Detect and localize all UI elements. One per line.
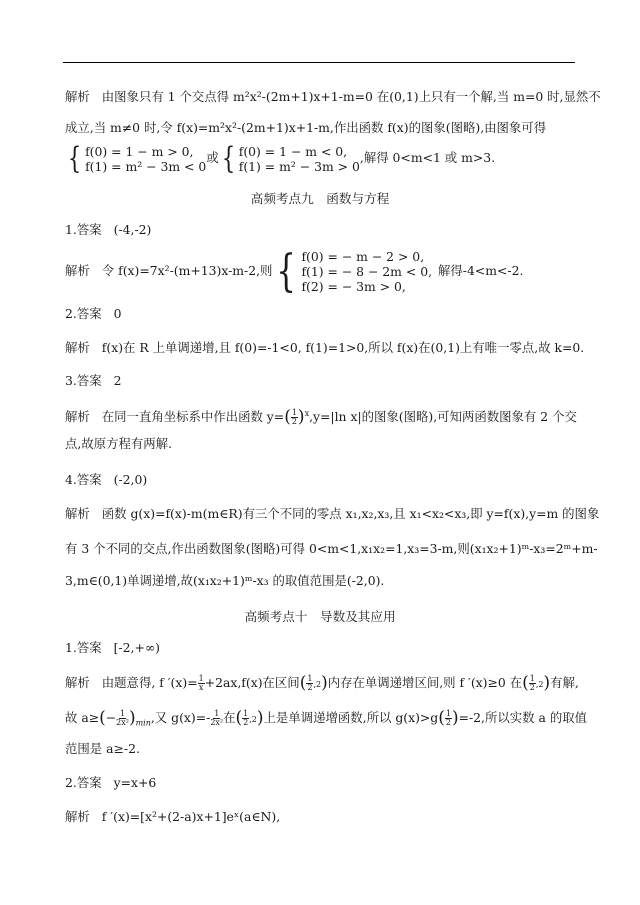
q3-analysis-line-2: 点,故原方程有两解. [65,436,173,451]
intro-line-1: 解析 由图象只有 1 个交点得 m²x²-(2m+1)x+1-m=0 在(0,1)上只有一个解,当 m=0 时,显然不 [65,89,601,104]
q2-answer: 2.答案 0 [65,306,122,321]
intro-system-line: { f(0) = 1 − m > 0, f(1) = m² − 3m < 0 或{ f(0) = 1 − m < 0, f(1) = m² − 3m > 0 ,解得 0<m<1 或 m>3. [67,140,496,176]
q5-analysis-line-3: 范围是 a≥-2. [65,741,140,756]
q4-analysis-line-3: 3,m∈(0,1)单调递增,故(x₁x₂+1)ᵐ-x₃ 的取值范围是(-2,0). [65,573,385,588]
q3-answer: 3.答案 2 [65,373,122,388]
analysis-label: 解析 [65,89,90,104]
system-b: f(0) = 1 − m < 0, f(1) = m² − 3m > 0 [238,143,360,174]
q5-analysis-line-2: 故 a≥(− $\frac{1}{\text{2x²}}$ )$_{min}$,又 g(x)=- $\frac{1}{\text{2x²}}$ 在( $\frac{1}{2}$ ,2)上是单调递增函数,所以 g(x)>g( $\frac{1}{2}$ )=-2,所以实数 a 的取值 [65,708,587,728]
q4-analysis-line-2: 有 3 个不同的交点,作出函数图象(图略)可得 0<m<1,x₁x₂=1,x₃=3-m,则(x₁x₂+1)ᵐ-x₃=2ᵐ+m- [65,541,598,556]
q5-answer: 1.答案 [-2,+∞) [65,640,160,655]
system-a: f(0) = 1 − m > 0, f(1) = m² − 3m < 0 [85,143,207,174]
intro-line-2: 成立,当 m≠0 时,令 f(x)=m²x²-(2m+1)x+1-m,作出函数 f(x)的图象(图略),由图象可得 [65,120,547,135]
q5-analysis-line-1: 解析 由题意得, f ′(x)= $\frac{1}{x}$ +2ax,f(x)在区间( $\frac{1}{2}$ ,2)内存在单调递增区间,则 f ′(x)≥0 在( $\frac{1}{2}$ ,2)有解, [65,673,579,693]
header-rule [63,62,575,63]
q6-analysis: 解析 f ′(x)=[x²+(2-a)x+1]eˣ(a∈N), [65,809,281,824]
section-title-10: 高频考点十 导数及其应用 [244,609,396,624]
q6-answer: 2.答案 y=x+6 [65,775,157,790]
q4-answer: 4.答案 (-2,0) [65,472,148,487]
q1-system: f(0) = − m − 2 > 0, f(1) = − 8 − 2m < 0, f(2) = − 3m > 0, [301,249,433,294]
q3-analysis-line-1: 解析 在同一直角坐标系中作出函数 y=( $\frac{1}{2}$ )$^x$,y=|ln x|的图象(图略),可知两函数图象有 2 个交 [65,407,577,427]
q4-analysis-line-1: 解析 函数 g(x)=f(x)-m(m∈R)有三个不同的零点 x₁,x₂,x₃,且 x₁<x₂<x₃,即 y=f(x),y=m 的图象 [65,506,600,521]
section-title-9: 高频考点九 函数与方程 [250,191,390,206]
q1-answer: 1.答案 (-4,-2) [65,222,152,237]
fraction-half: $\frac{1}{2}$ [291,408,297,426]
q1-analysis: 解析 令 f(x)=7x²-(m+13)x-m-2,则{ f(0) = − m − 2 > 0, f(1) = − 8 − 2m < 0, f(2) = − 3m > 0, 解得-4<m<-2. [65,245,524,297]
q2-analysis: 解析 f(x)在 R 上单调递增,且 f(0)=-1<0, f(1)=1>0,所以 f(x)在(0,1)上有唯一零点,故 k=0. [65,340,585,355]
